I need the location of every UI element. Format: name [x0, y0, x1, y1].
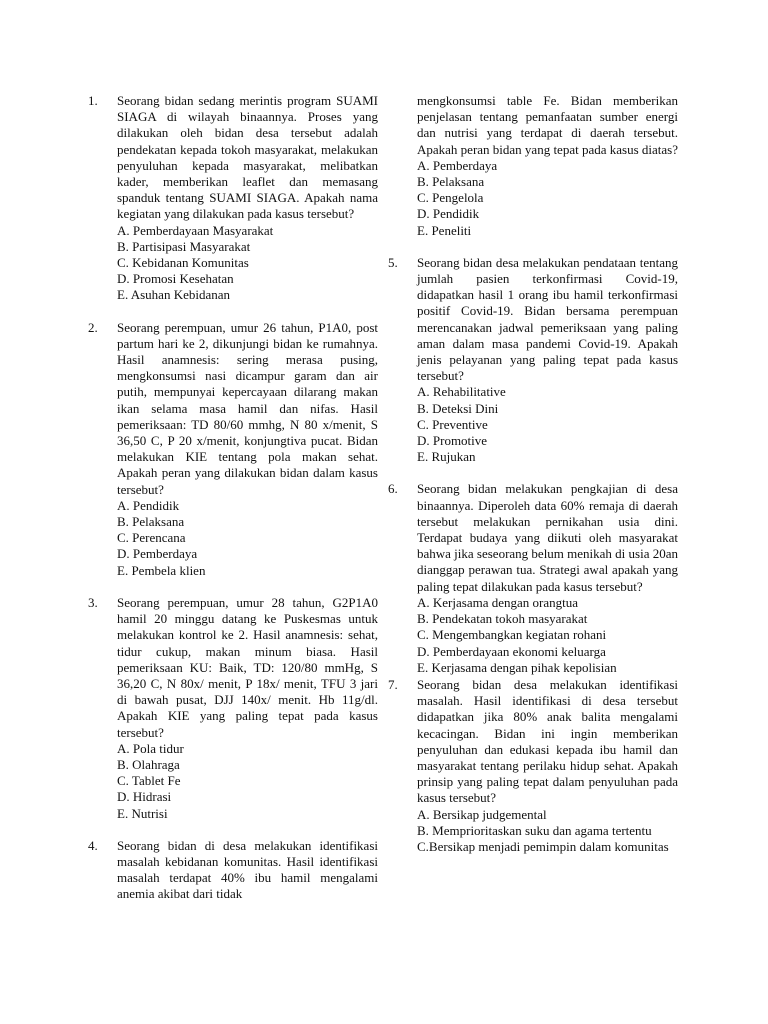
option-c: C. Preventive — [417, 416, 488, 432]
option-b: B. Pendekatan tokoh masyarakat — [417, 611, 588, 627]
option-e: E. Rujukan — [417, 449, 476, 465]
option-a: A. Pendidik — [117, 497, 180, 513]
question-text: Seorang perempuan, umur 26 tahun, P1A0, post partum hari ke 2, dikunjungi bidan ke rumahnya. Hasil anamnesis: sering merasa pusing, mengkonsumsi nasi dicampur garam dan air putih, mempunyai kepercayaan dilarang makan ikan selama masa hamil dan nifas. Hasil pemeriksaan: TD 80/60 mmhg, N 80 x/menit, S 36,50 C, P 20 x/menit, konjungtiva pucat. Bidan melakukan KIE tentang pola makan sehat. Apakah peran yang dilakukan bidan dalam kasus tersebut? — [117, 319, 378, 497]
question-5 — [388, 255, 678, 466]
question-number: 3. — [88, 594, 98, 610]
question-text: Seorang bidan desa melakukan identifikasi masalah. Hasil identifikasi di desa tersebut didapatkan jika 80% anak balita mengalami kecacingan. Bidan ini ingin memberikan penyuluhan dan edukasi kepada ibu hamil dan masyarakat tentang perilaku hidup sehat. Apakah prinsip yang paling tepat dalam penyuluhan pada kasus tersebut? — [417, 676, 678, 806]
option-a: A. Bersikap judgemental — [417, 806, 547, 822]
question-3 — [88, 595, 378, 822]
left-column — [88, 93, 378, 903]
question-number: 1. — [88, 93, 98, 108]
option-d: D. Pemberdayaan ekonomi keluarga — [417, 643, 606, 659]
question-6 — [388, 481, 678, 675]
question-number: 2. — [88, 319, 98, 335]
question-number: 4. — [88, 837, 98, 853]
option-e: E. Kerjasama dengan pihak kepolisian — [417, 659, 617, 675]
question-4-continued — [388, 93, 678, 239]
option-d: D. Hidrasi — [117, 789, 172, 805]
option-e: E. Pembela klien — [117, 562, 206, 578]
question-number: 6. — [388, 481, 398, 497]
option-e: E. Nutrisi — [117, 805, 168, 821]
option-e: E. Peneliti — [417, 222, 472, 238]
right-column — [388, 93, 678, 855]
option-b: B. Deteksi Dini — [417, 400, 499, 416]
question-text: Seorang perempuan, umur 28 tahun, G2P1A0 hamil 20 minggu datang ke Puskesmas untuk melakukan kontrol ke 2. Hasil anamnesis: sehat, tidur cukup, makan minum biasa. Hasil pemeriksaan KU: Baik, TD: 120/80 mmHg, S 36,20 C, N 80x/ menit, P 18x/ menit, TFU 3 jari di bawah pusat, DJJ 140x/ menit. Hb 11g/dl. Apakah KIE yang paling tepat pada kasus tersebut? — [117, 594, 378, 740]
question-text: Seorang bidan desa melakukan pendataan tentang jumlah pasien terkonfirmasi Covid-19, didapatkan hasil 1 orang ibu hamil terkonfirmasi positif Covid-19. Bidan bersama perempuan merencanakan jadwal pemeriksaan yang paling aman dalam masa pandemi Covid-19. Apakah jenis pelayanan yang paling tepat pada kasus tersebut? — [417, 254, 678, 384]
option-b: B. Pelaksana — [117, 514, 185, 530]
option-e: E. Asuhan Kebidanan — [117, 287, 231, 303]
option-b: B. Memprioritaskan suku dan agama tertentu — [417, 822, 652, 838]
option-d: D. Promosi Kesehatan — [117, 271, 234, 287]
option-d: D. Pemberdaya — [117, 546, 198, 562]
option-c: C. Tablet Fe — [117, 773, 181, 789]
option-a: A. Pemberdaya — [417, 157, 498, 173]
question-7 — [388, 677, 678, 855]
option-c: C. Pengelola — [417, 190, 484, 206]
question-number: 5. — [388, 254, 398, 270]
option-c: C. Kebidanan Komunitas — [117, 255, 249, 271]
option-c: C. Perencana — [117, 530, 186, 546]
option-a: A. Kerjasama dengan orangtua — [417, 594, 578, 610]
option-c: C.Bersikap menjadi pemimpin dalam komunitas — [417, 838, 669, 854]
option-a: A. Rehabilitative — [417, 384, 506, 400]
option-a: A. Pemberdayaan Masyarakat — [117, 222, 274, 238]
question-text: mengkonsumsi table Fe. Bidan memberikan penjelasan tentang pemanfaatan sumber energi dan nutrisi yang terdapat di daerah tersebut. Apakah peran bidan yang tepat pada kasus diatas? — [417, 93, 678, 157]
option-d: D. Promotive — [417, 433, 488, 449]
question-number: 7. — [388, 676, 398, 692]
option-b: B. Partisipasi Masyarakat — [117, 238, 251, 254]
question-text: Seorang bidan di desa melakukan identifikasi masalah kebidanan komunitas. Hasil identifikasi masalah terdapat 40% ibu hamil mengalami anemia akibat dari tidak — [117, 837, 378, 902]
option-b: B. Olahraga — [117, 756, 180, 772]
option-a: A. Pola tidur — [117, 740, 184, 756]
option-d: D. Pendidik — [417, 206, 480, 222]
option-c: C. Mengembangkan kegiatan rohani — [417, 627, 607, 643]
question-text: Seorang bidan melakukan pengkajian di desa binaannya. Diperoleh data 60% remaja di daerah tersebut melakukan pernikahan usia dini. Terdapat budaya yang diikuti oleh masyarakat bahwa jika seseorang belum menikah di usia 20an dianggap perawan tua. Strategi awal apakah yang paling tepat dilakukan pada kasus tersebut? — [417, 481, 679, 594]
option-b: B. Pelaksana — [417, 174, 485, 190]
question-1 — [88, 93, 378, 304]
question-2 — [88, 320, 378, 579]
question-text: Seorang bidan sedang merintis program SUAMI SIAGA di wilayah binaannya. Proses yang dilakukan oleh bidan desa tersebut adalah pendekatan kepada tokoh masyarakat, melakukan penyuluhan kepada masyarakat, melibatkan kader, memberikan leaflet dan memasang spanduk tentang SUAMI SIAGA. Apakah nama kegiatan yang dilakukan pada kasus tersebut? — [117, 93, 378, 222]
question-4 — [88, 838, 378, 903]
